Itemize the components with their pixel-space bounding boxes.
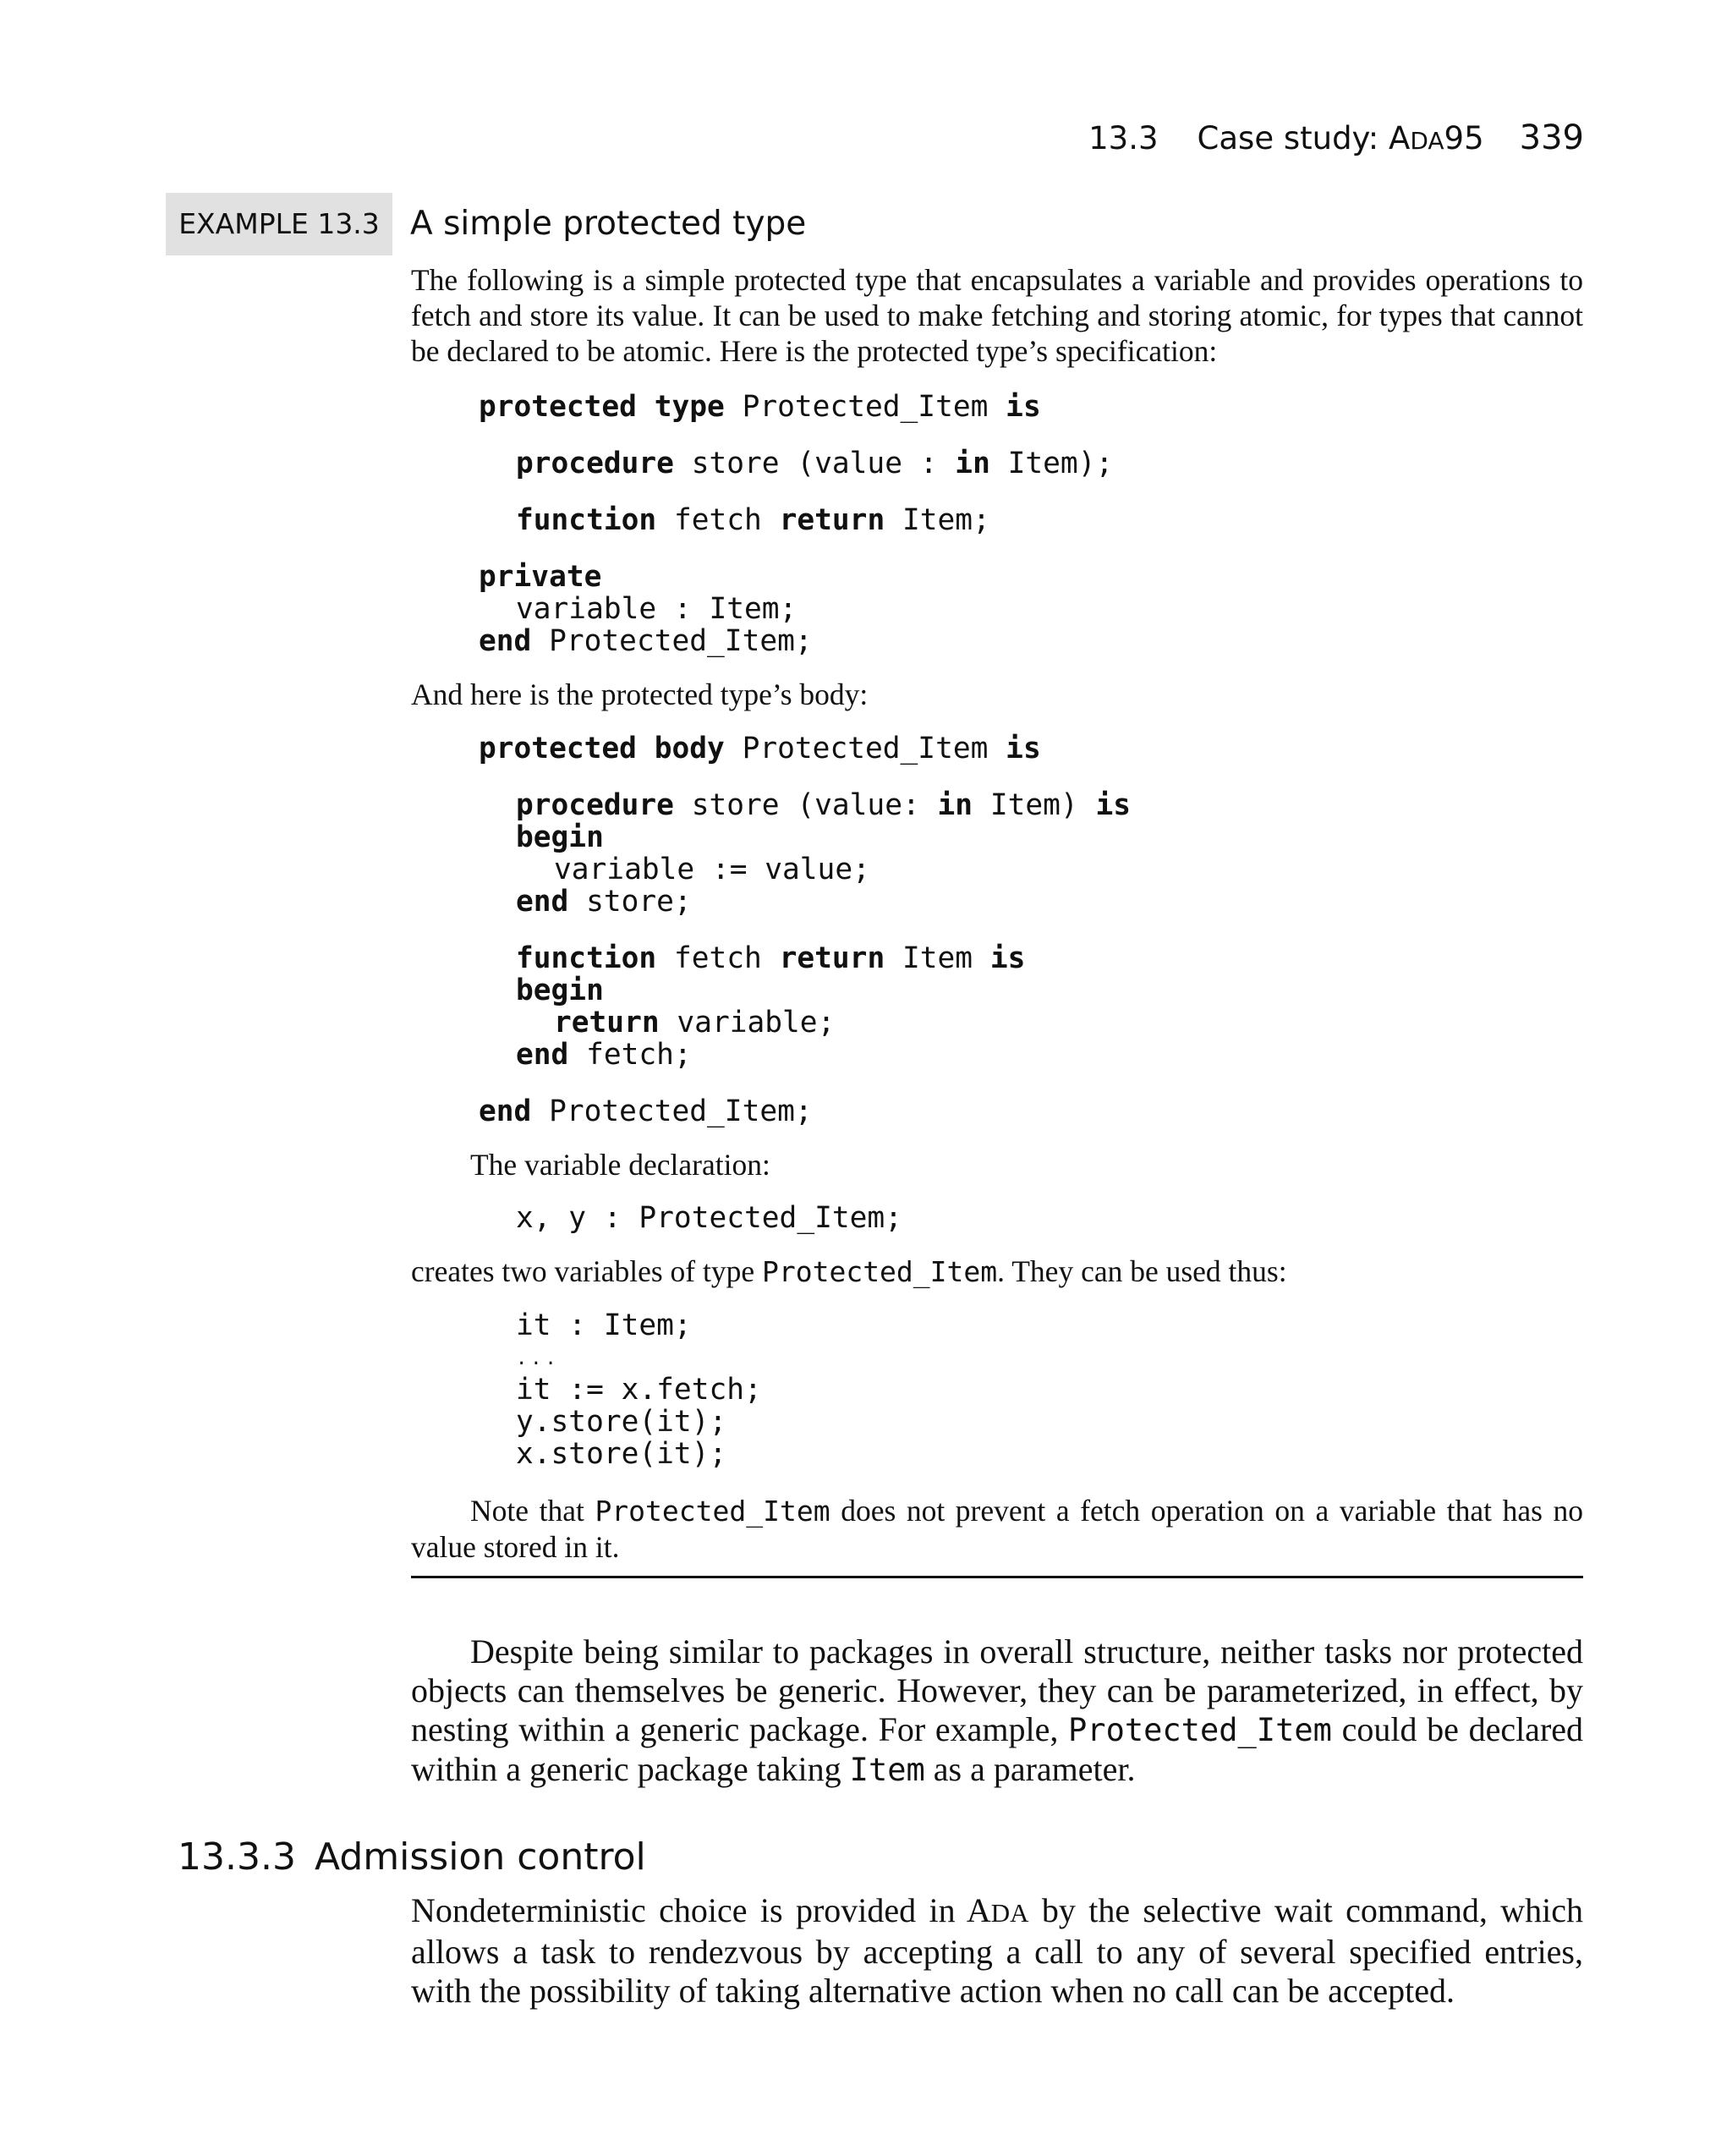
body-code-procedure-end: end store; <box>516 885 692 919</box>
body-code-end: end Protected_Item; <box>479 1094 813 1128</box>
section-number: 13.3.3 <box>178 1835 296 1879</box>
example-intro: The following is a simple protected type that encapsulates a variable and provides operations to fetch and store its value. It can be used to make fetching and storing atomic, for types that cannot be declared to be atomic. Here is the protected type’s specification: <box>411 263 1583 368</box>
body-code-function-begin: begin <box>516 974 604 1007</box>
usage-code-line-3: y.store(it); <box>516 1405 727 1439</box>
body-code-function-stmt: return variable; <box>554 1006 836 1040</box>
usage-code-line-2: it := x.fetch; <box>516 1373 762 1407</box>
example-title: A simple protected type <box>410 205 807 243</box>
body-code-procedure-stmt: variable := value; <box>554 853 870 886</box>
body-code-function-end: end fetch; <box>516 1038 692 1072</box>
page-number: 339 <box>1519 118 1584 157</box>
body-code-line-1: protected body Protected_Item is <box>479 732 1041 765</box>
example-label: EXAMPLE 13.3 <box>166 193 392 255</box>
running-head-section-number: 13.3 <box>1088 120 1159 156</box>
paragraph-admission: Nondeterministic choice is provided in ADA by the selective wait command, which allows a task to rendezvous by accepting a call to any of several specified entries, with the possibility of taking alternative action when no call can be accepted. <box>411 1891 1584 2010</box>
spec-code-line-1: protected type Protected_Item is <box>479 390 1041 424</box>
example-note: Note that Protected_Item does not prevent a fetch operation on a variable that has no value stored in it. <box>411 1494 1583 1564</box>
decl-code: x, y : Protected_Item; <box>516 1201 902 1235</box>
body-code-procedure-begin: begin <box>516 820 604 854</box>
spec-code-line-3: function fetch return Item; <box>516 503 990 537</box>
paragraph-generic: Despite being similar to packages in overall structure, neither tasks nor protected objects can themselves be generic. However, they can be parameterized, in effect, by nesting within a generic package. For example, Protected_Item could be declared within a generic package taking Item as a parameter. <box>411 1632 1584 1788</box>
spec-code-line-2: procedure store (value : in Item); <box>516 447 1114 480</box>
body-code-procedure-header: procedure store (value: in Item) is <box>516 788 1132 822</box>
spec-code-line-6: end Protected_Item; <box>479 624 813 658</box>
usage-code-ellipsis: ... <box>516 1348 560 1369</box>
running-head-title: Case study: ADA95 <box>1197 120 1484 156</box>
example-end-rule <box>411 1576 1583 1578</box>
section-title: Admission control <box>315 1835 646 1879</box>
usage-text: creates two variables of type Protected_Item. They can be used thus: <box>411 1254 1287 1288</box>
usage-code-line-4: x.store(it); <box>516 1437 727 1471</box>
usage-code-line-1: it : Item; <box>516 1308 692 1342</box>
running-head <box>1088 118 1584 157</box>
spec-code-line-4: private <box>479 560 602 594</box>
body-code-function-header: function fetch return Item is <box>516 941 1026 975</box>
body-intro: And here is the protected type’s body: <box>411 678 869 711</box>
decl-intro: The variable declaration: <box>470 1148 770 1182</box>
spec-code-line-5: variable : Item; <box>516 592 797 626</box>
